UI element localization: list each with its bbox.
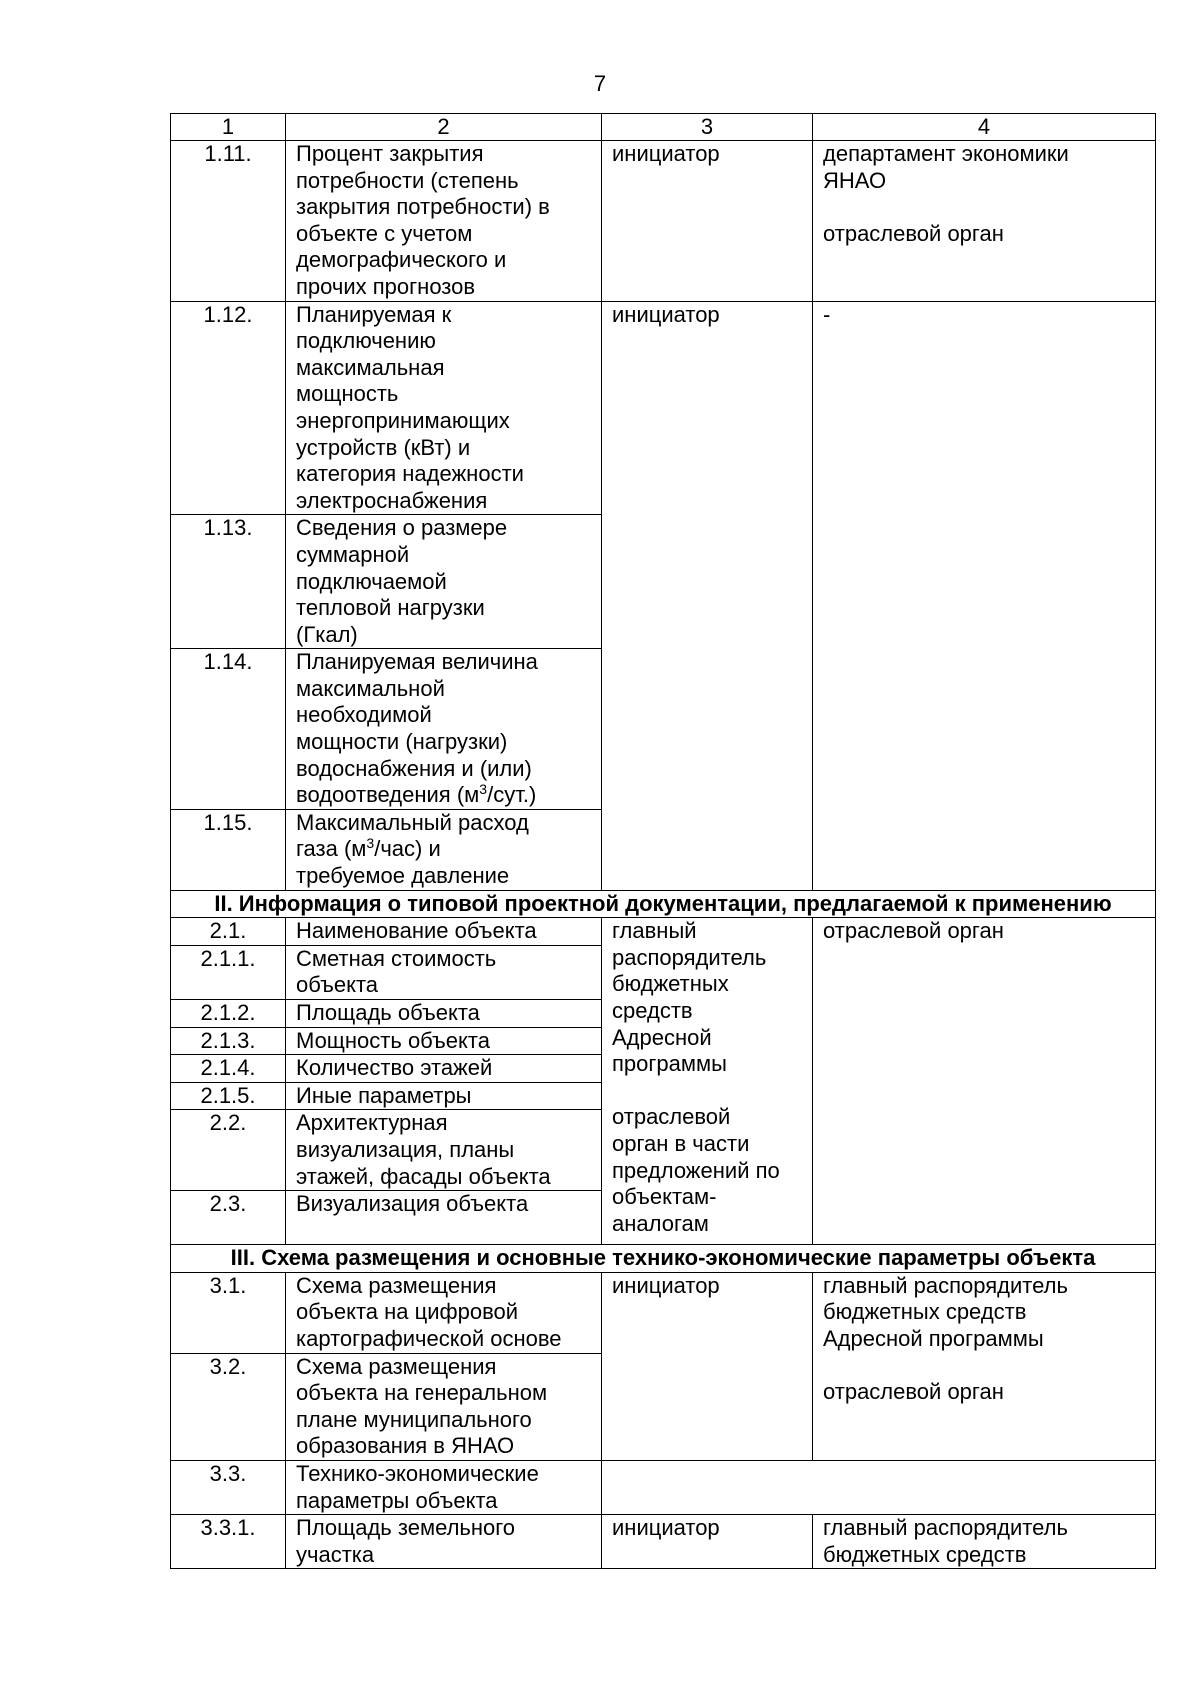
section-heading: II. Информация о типовой проектной документации, предлагаемой к применению [171,890,1156,918]
row-number: 2.1.1. [171,945,286,999]
row-description: Технико-экономические параметры объекта [286,1460,602,1514]
description-text: Максимальный расход газа (м [296,809,529,862]
row-agreement: департамент экономики ЯНАО отраслевой орган [813,141,1156,302]
row-number: 1.11. [171,141,286,302]
row-number: 2.1.4. [171,1055,286,1083]
empty-cell [602,1460,1156,1514]
group-provider: главный распорядитель бюджетных средств Адресной программы отраслевой орган в части предложений по объектам- аналогам [602,918,813,1245]
row-description [286,809,602,890]
description-text: Планируемая величина максимальной необходимой мощности (нагрузки) водоснабжения и (или) водоотведения (м [296,649,538,808]
row-description: Архитектурная визуализация, планы этажей, фасады объекта [286,1110,602,1191]
row-agreement: главный распорядитель бюджетных средств [813,1515,1156,1569]
group-provider: инициатор [602,301,813,890]
row-description: Схема размещения объекта на цифровой картографической основе [286,1272,602,1353]
row-description: Количество этажей [286,1055,602,1083]
row-number: 2.1.3. [171,1027,286,1055]
column-number-2: 2 [286,114,602,141]
row-number: 1.13. [171,515,286,649]
table-row [171,918,1156,946]
row-number: 3.3.1. [171,1515,286,1569]
row-description [286,649,602,810]
row-description: Схема размещения объекта на генеральном плане муниципального образования в ЯНАО [286,1353,602,1460]
row-description: Сведения о размере суммарной подключаемой тепловой нагрузки (Гкал) [286,515,602,649]
description-text: /сут.) [487,782,537,808]
section-heading: III. Схема размещения и основные технико-экономические параметры объекта [171,1245,1156,1273]
column-number-3: 3 [602,114,813,141]
row-provider: инициатор [602,1515,813,1569]
row-description: Иные параметры [286,1082,602,1110]
row-description: Наименование объекта [286,918,602,946]
row-description: Сметная стоимость объекта [286,945,602,999]
section-heading-row [171,1245,1156,1273]
row-number: 3.1. [171,1272,286,1353]
group-provider: инициатор [602,1272,813,1460]
row-number: 2.1.5. [171,1082,286,1110]
table-row [171,301,1156,515]
table-row [171,1515,1156,1569]
row-description: Площадь земельного участка [286,1515,602,1569]
column-numbers-row [171,114,1156,141]
row-number: 3.2. [171,1353,286,1460]
table-row [171,1272,1156,1353]
table-row [171,141,1156,302]
row-description: Процент закрытия потребности (степень закрытия потребности) в объекте с учетом демографического и прочих прогнозов [286,141,602,302]
description-text: /час) и требуемое давление [296,836,510,889]
row-description: Планируемая к подключению максимальная мощность энергопринимающих устройств (кВт) и категория надежности электроснабжения [286,301,602,515]
table-row [171,1460,1156,1514]
row-description: Визуализация объекта [286,1191,602,1245]
column-number-4: 4 [813,114,1156,141]
row-number: 1.14. [171,649,286,810]
requirements-table [170,113,1156,1569]
superscript: 3 [479,781,488,798]
row-number: 2.1.2. [171,1000,286,1028]
group-agreement: главный распорядитель бюджетных средств Адресной программы отраслевой орган [813,1272,1156,1460]
row-number: 1.12. [171,301,286,515]
row-number: 3.3. [171,1460,286,1514]
row-number: 2.1. [171,918,286,946]
row-provider: инициатор [602,141,813,302]
page-number: 7 [593,71,607,96]
row-description: Площадь объекта [286,1000,602,1028]
group-agreement: отраслевой орган [813,918,1156,1245]
row-number: 2.3. [171,1191,286,1245]
row-description: Мощность объекта [286,1027,602,1055]
column-number-1: 1 [171,114,286,141]
group-agreement: - [813,301,1156,890]
superscript: 3 [366,835,375,852]
row-number: 1.15. [171,809,286,890]
row-number: 2.2. [171,1110,286,1191]
section-heading-row [171,890,1156,918]
